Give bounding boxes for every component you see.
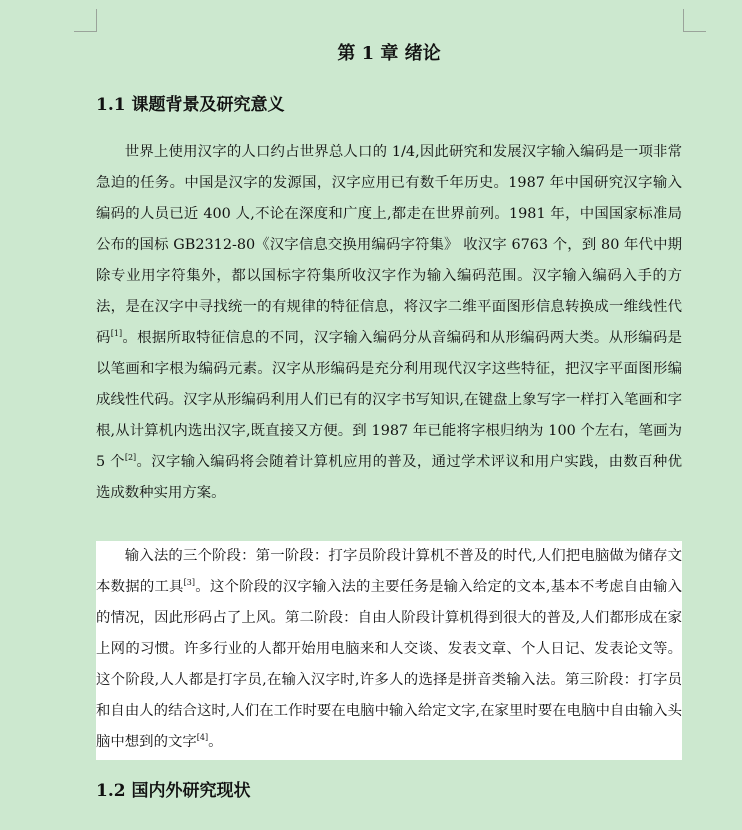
citation-ref: [3] xyxy=(183,578,196,587)
paragraph-text: 。这个阶段的汉字输入法的主要任务是输入给定的文本,基本不考虑自由输入的情况，因此形码占了上风。第二阶段：自由人阶段计算机得到很大的普及,人们都形成在家上网的习惯。许多行业的人都开始用电脑来和人交谈、发表文章、个人日记、发表论文等。这个阶段,人人都是打字员,在输入汉字时,许多人的选择是拼音类输入法。第三阶段：打字员和自由人的结合这时,人们在工作时要在电脑中输入给定文字,在家里时要在电脑中自由输入头脑中想到的文字 xyxy=(96,579,682,750)
chapter-title: 第 1 章 绪论 xyxy=(337,43,441,64)
citation-ref: [2] xyxy=(124,453,137,462)
paragraph-text: 世界上使用汉字的人口约占世界总人口的 1/4,因此研究和发展汉字输入编码是一项非常急迫的任务。中国是汉字的发源国，汉字应用已有数千年历史。1987 年中国研究汉字输入编码的人员已近 400 人,不论在深度和广度上,都走在世界前列。1981 年，中国国家标准局公布的国标 GB2312-80《汉字信息交换用编码字符集》 收汉字 6763 个，到 80 年代中期除专业用字符集外，都以国标字符集所收汉字作为输入编码范围。汉字输入编码入手的方法，是在汉字中寻找统一的有规律的特征信息，将汉字二维平面图形信息转换成一维线性代码 xyxy=(96,144,682,346)
section-heading-1-2: 1.2 国内外研究现状 xyxy=(96,781,251,801)
paragraph-text: 。汉字输入编码将会随着计算机应用的普及，通过学术评议和用户实践，由数百种优选成数种实用方案。 xyxy=(96,454,682,501)
paragraph-text: 输入法的三个阶段：第一阶段：打字员阶段计算机不普及的时代,人们把电脑做为储存文本数据的工具 xyxy=(96,548,682,595)
page-corner-mark-top-right xyxy=(683,9,706,32)
citation-ref: [1] xyxy=(110,329,123,338)
paragraph-text: 。根据所取特征信息的不同，汉字输入编码分从音编码和从形编码两大类。从形编码是以笔画和字根为编码元素。汉字从形编码是充分利用现代汉字这些特征，把汉字平面图形编成线性代码。汉字从形编码利用人们已有的汉字书写知识,在键盘上象写字一样打入笔画和字根,从计算机内选出汉字,既直接又方便。到 1987 年已能将字根归纳为 100 个左右，笔画为 5 个 xyxy=(96,330,682,470)
citation-ref: [4] xyxy=(196,733,209,742)
paragraph-selected-stages[interactable] xyxy=(96,541,682,760)
page-corner-mark-top-left xyxy=(74,9,97,32)
paragraph-background xyxy=(96,137,682,509)
section-heading-1-1: 1.1 课题背景及研究意义 xyxy=(96,95,285,115)
paragraph-text: 。 xyxy=(208,734,223,750)
